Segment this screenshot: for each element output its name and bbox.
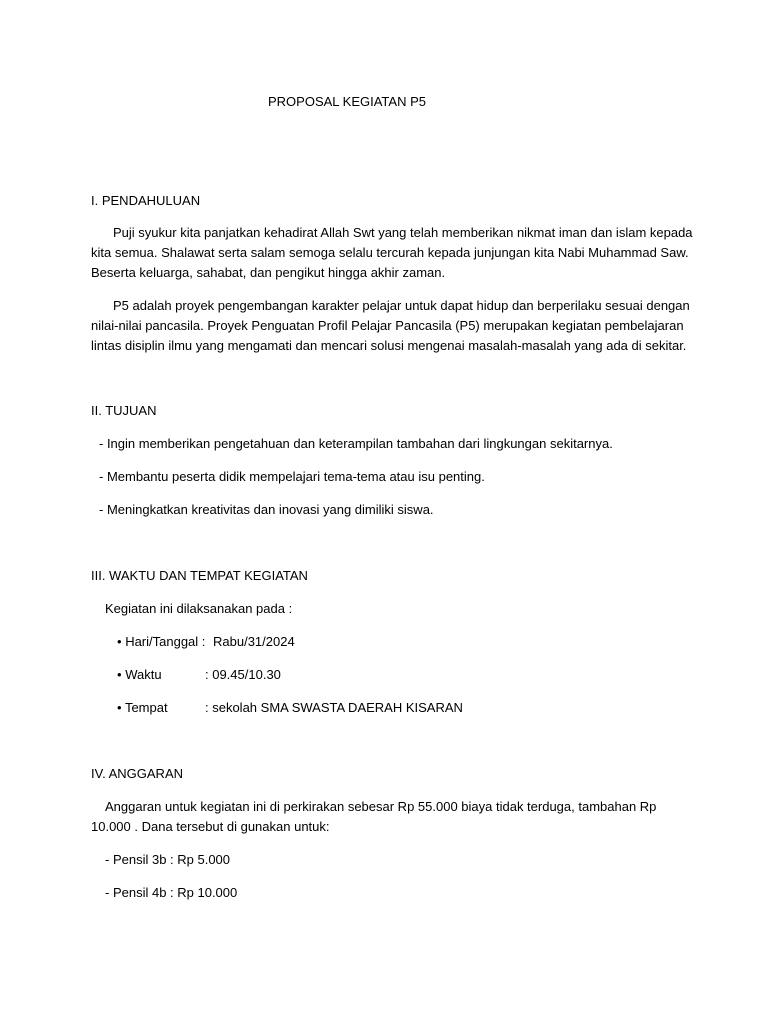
schedule-value: : 09.45/10.30 [205,667,281,682]
schedule-item [117,665,162,685]
schedule-label: Hari/Tanggal : [125,634,206,649]
bullet-icon: • [117,667,122,682]
schedule-item [117,698,168,718]
paragraph-line: Beserta keluarga, sahabat, dan pengikut hingga akhir zaman. [91,265,446,280]
budget-item: - Pensil 3b : Rp 5.000 [105,852,231,867]
section-heading-tujuan: II. TUJUAN [91,403,157,418]
schedule-value: : sekolah SMA SWASTA DAERAH KISARAN [205,700,463,715]
paragraph-line: lintas disiplin ilmu yang mengamati dan mencari solusi mengenai masalah-masalah yang ada di sekitar. [91,338,687,353]
paragraph-line: 10.000 . Dana tersebut di gunakan untuk: [91,819,330,834]
paragraph-line: Puji syukur kita panjatkan kehadirat Allah Swt yang telah memberikan nikmat iman dan islam kepada [113,225,693,240]
section-heading-waktu-tempat: III. WAKTU DAN TEMPAT KEGIATAN [91,568,308,583]
paragraph-line: nilai-nilai pancasila. Proyek Penguatan Profil Pelajar Pancasila (P5) merupakan kegiatan pembelajaran [91,318,684,333]
schedule-value: Rabu/31/2024 [213,634,295,649]
budget-item: - Pensil 4b : Rp 10.000 [105,885,238,900]
schedule-label: Waktu [125,667,162,682]
bullet-icon: • [117,634,122,649]
list-item: - Membantu peserta didik mempelajari tema-tema atau isu penting. [99,469,485,484]
list-item: - Meningkatkan kreativitas dan inovasi yang dimiliki siswa. [99,502,434,517]
paragraph-line: kita semua. Shalawat serta salam semoga selalu tercurah kepada junjungan kita Nabi Muhammad Saw. [91,245,689,260]
document-title: PROPOSAL KEGIATAN P5 [268,94,426,109]
schedule-label: Tempat [124,700,168,715]
section-heading-pendahuluan: I. PENDAHULUAN [91,193,201,208]
bullet-icon: • [117,700,122,715]
list-item: - Ingin memberikan pengetahuan dan keterampilan tambahan dari lingkungan sekitarnya. [99,436,613,451]
paragraph-line: P5 adalah proyek pengembangan karakter pelajar untuk dapat hidup dan berperilaku sesuai dengan [113,298,690,313]
paragraph-line: Anggaran untuk kegiatan ini di perkirakan sebesar Rp 55.000 biaya tidak terduga, tambahan Rp [105,799,657,814]
section-heading-anggaran: IV. ANGGARAN [91,766,183,781]
schedule-item [117,632,205,652]
section-intro: Kegiatan ini dilaksanakan pada : [105,601,293,616]
